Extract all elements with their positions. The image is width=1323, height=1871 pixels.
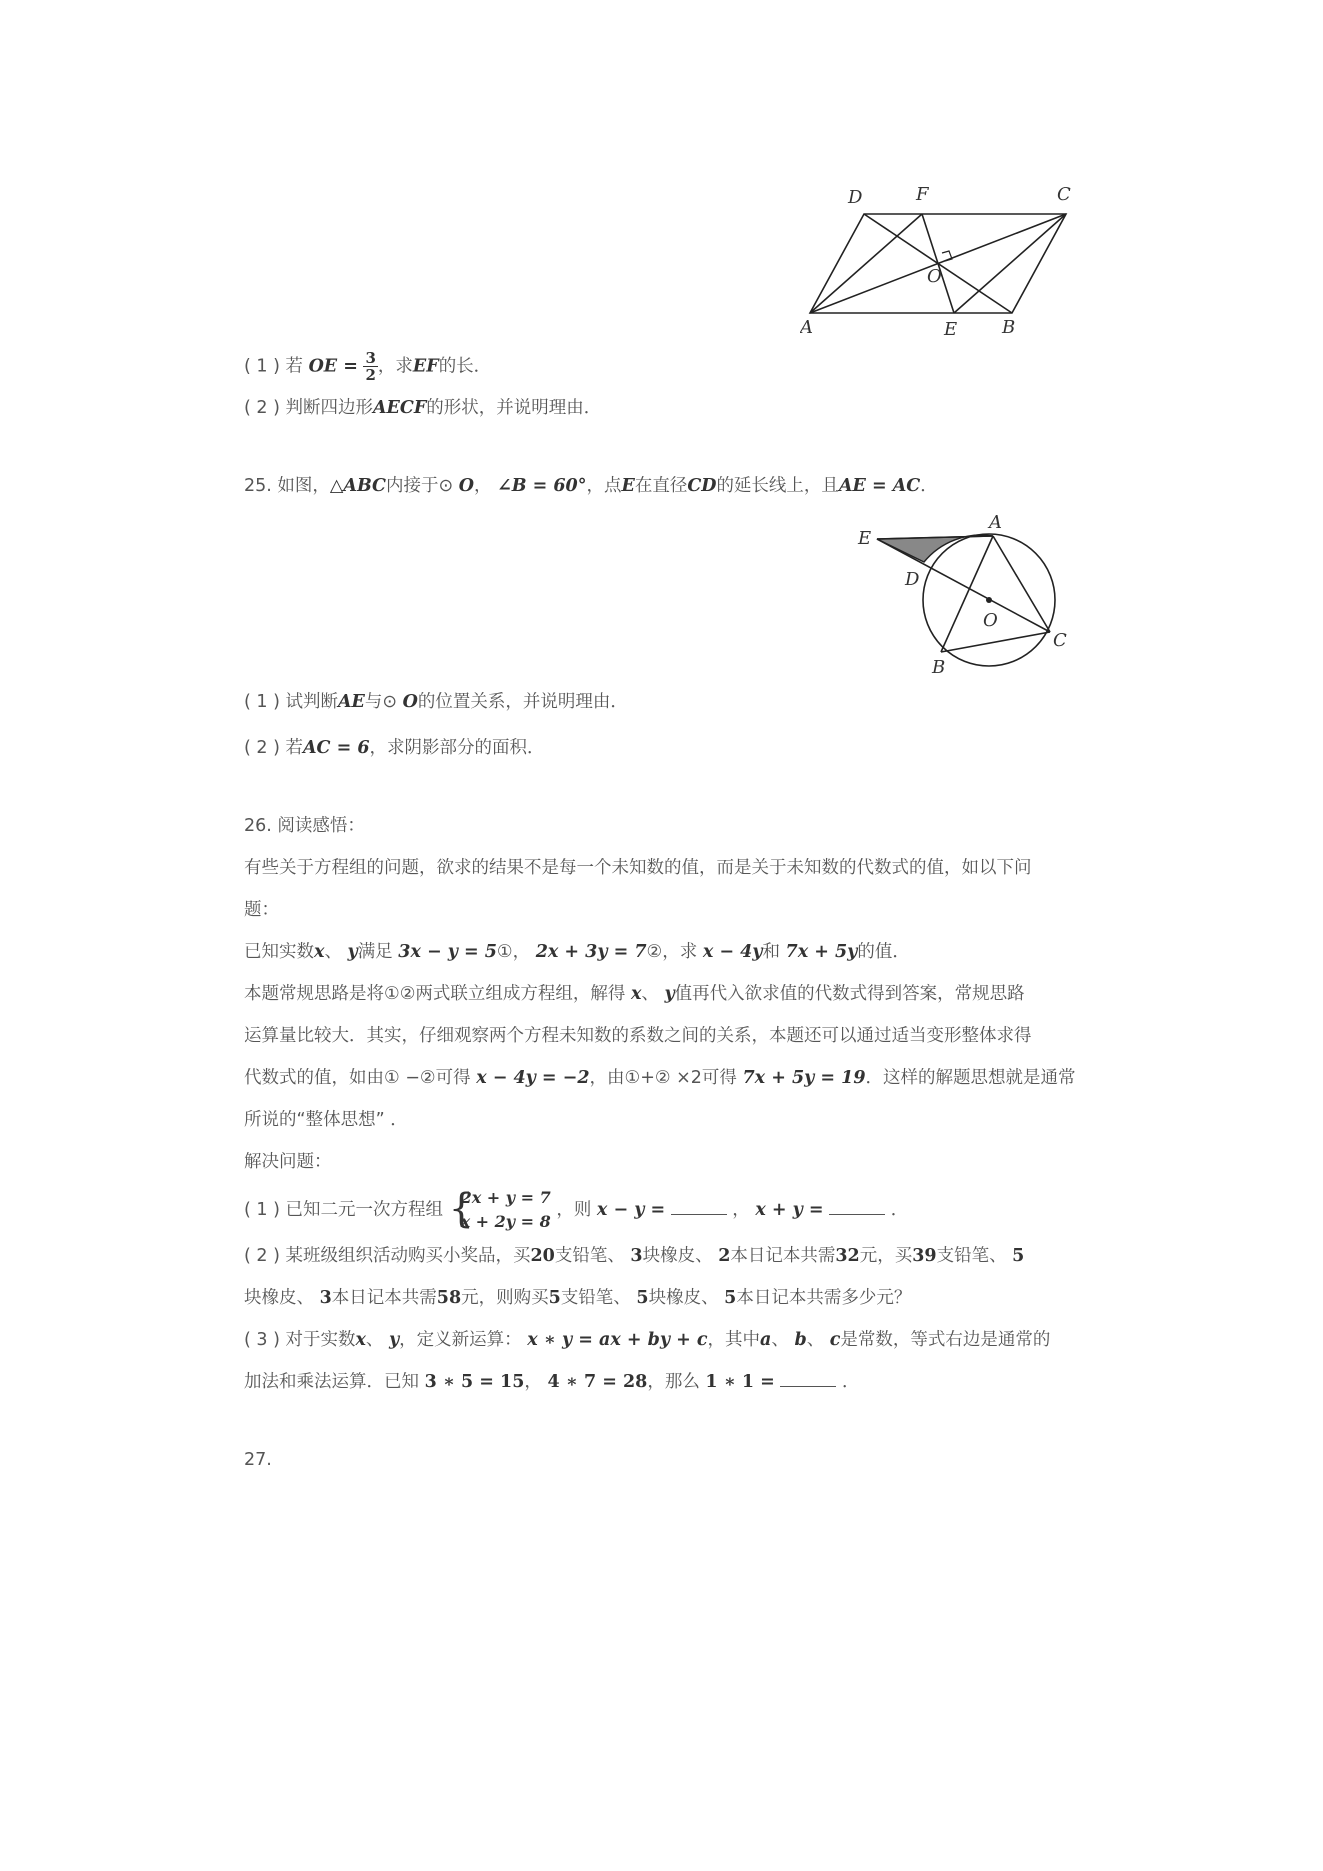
label-C: C	[1057, 184, 1071, 205]
label-A: A	[800, 317, 813, 338]
label-C2: C	[1053, 630, 1067, 651]
q26-sub2-line1: ( 2 ) 某班级组织活动购买小奖品，买20支铅笔、 3块橡皮、 2本日记本共需32元，买39支铅笔、 5	[244, 1246, 1025, 1266]
label-E: E	[944, 319, 958, 340]
answer-blank-1[interactable]	[671, 1200, 727, 1215]
label-D: D	[848, 187, 863, 208]
q26-para-line3: 代数式的值，如由① −②可得 x − 4y = −2，由①+② ×2可得 7x + 5y = 19．这样的解题思想就是通常	[244, 1068, 1076, 1088]
q26-intro-line2: 题：	[244, 900, 279, 920]
q26-sub3-line2: 加法和乘法运算．已知 3 ∗ 5 = 15， 4 ∗ 7 = 28，那么 1 ∗ 1 = ．	[244, 1372, 860, 1392]
label-F: F	[916, 184, 929, 205]
q24-part1: ( 1 ) 若 OE = $\frac{3}{2}$ ，求EF的长．	[244, 349, 492, 384]
label-E2: E	[858, 528, 872, 549]
label-O2: O	[983, 610, 998, 631]
q26-para-line4: 所说的“整体思想” ．	[244, 1110, 408, 1130]
label-D2: D	[905, 569, 920, 590]
answer-blank-2[interactable]	[829, 1200, 885, 1215]
q27-title: 27.	[244, 1450, 272, 1470]
q24-part2: ( 2 ) 判断四边形AECF的形状，并说明理由．	[244, 398, 602, 418]
label-B: B	[1002, 317, 1016, 338]
parallelogram-figure	[800, 180, 1090, 345]
q26-sub2-line2: 块橡皮、 3本日记本共需58元，则购买5支铅笔、 5块橡皮、 5本日记本共需多少元？	[244, 1288, 912, 1308]
q26-sub1: ( 1 ) 已知二元一次方程组 { 2x + y = 7 x + 2y = 8 ，则 x − y = ， x + y = ．	[244, 1186, 909, 1232]
q26-sub3-line1: ( 3 ) 对于实数x、 y，定义新运算： x ∗ y = ax + by + c，其中a、 b、 c是常数，等式右边是通常的	[244, 1330, 1051, 1350]
circle-figure	[855, 510, 1075, 680]
q25-stem: 25. 如图，△ABC内接于⊙ O， ∠B = 60°，点E在直径CD的延长线上，且AE = AC．	[244, 476, 938, 496]
q26-title: 26. 阅读感悟：	[244, 816, 365, 836]
q26-solve-heading: 解决问题：	[244, 1152, 332, 1172]
q26-example: 已知实数x、 y满足 3x − y = 5①， 2x + 3y = 7②，求 x − 4y和 7x + 5y的值．	[244, 942, 910, 962]
label-B2: B	[932, 657, 946, 678]
label-O: O	[927, 266, 942, 287]
q26-intro-line1: 有些关于方程组的问题，欲求的结果不是每一个未知数的值，而是关于未知数的代数式的值，如以下问	[244, 858, 1032, 878]
q25-part2: ( 2 ) 若AC = 6，求阴影部分的面积．	[244, 738, 545, 758]
fraction-3-2: $\frac{3}{2}$	[365, 349, 376, 384]
equation-system: { 2x + y = 7 x + 2y = 8	[448, 1186, 551, 1232]
q26-para-line1: 本题常规思路是将①②两式联立组成方程组，解得 x、 y值再代入欲求值的代数式得到答案，常规思路	[244, 984, 1025, 1004]
label-A2: A	[989, 512, 1002, 533]
q25-part1: ( 1 ) 试判断AE与⊙ O的位置关系，并说明理由．	[244, 692, 628, 712]
answer-blank-3[interactable]	[780, 1372, 836, 1387]
q26-para-line2: 运算量比较大．其实，仔细观察两个方程未知数的系数之间的关系，本题还可以通过适当变形整体求得	[244, 1026, 1032, 1046]
